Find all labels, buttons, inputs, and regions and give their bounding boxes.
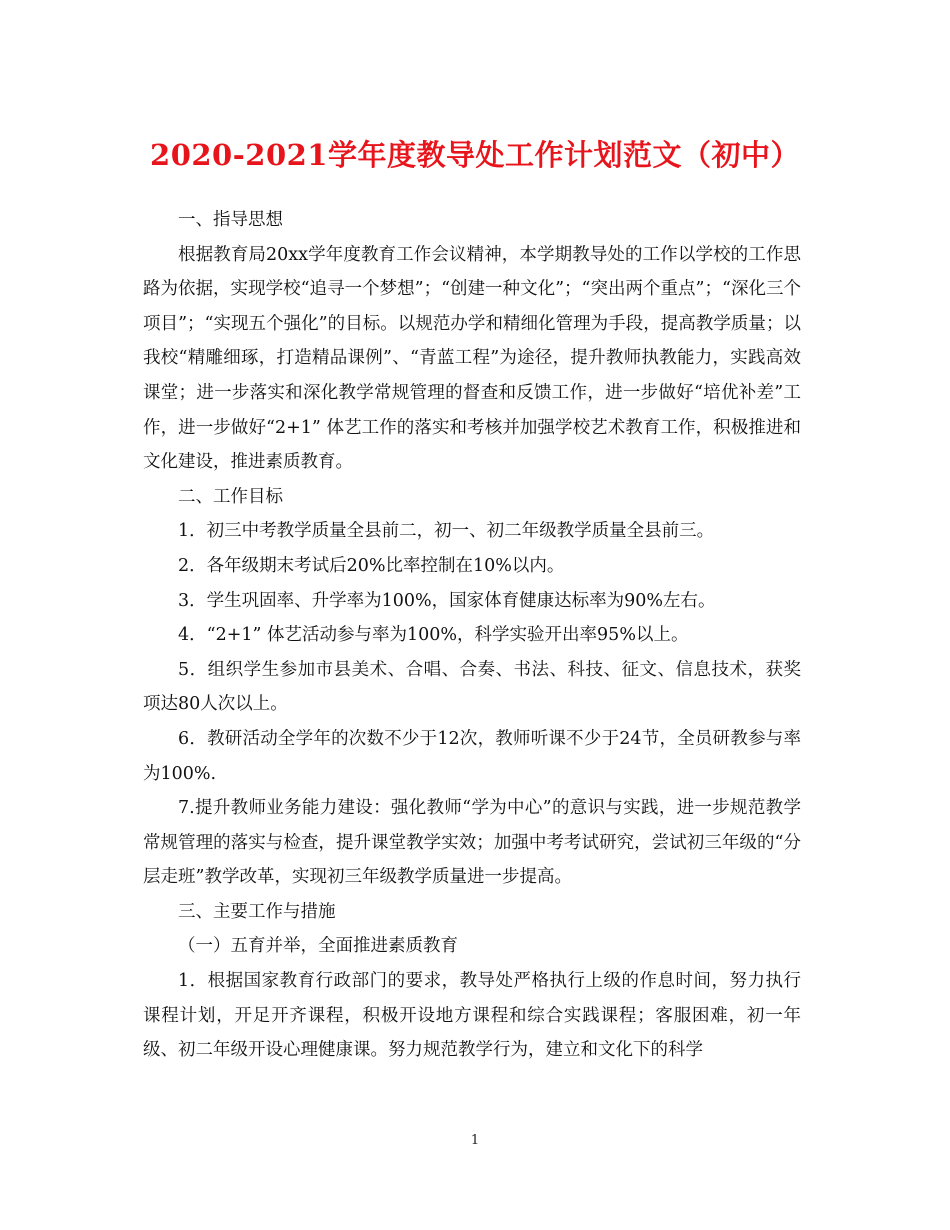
goal-item-3: 3．学生巩固率、升学率为100%，国家体育健康达标率为90%左右。: [178, 590, 716, 611]
page-number: 1: [470, 1133, 480, 1148]
section-heading-work-goals: 二、工作目标: [178, 486, 283, 507]
goal-item-7: 7.提升教师业务能力建设：强化教师“学为中心”的意识与实践，进一步规范教学常规管理的落实与检查，提升课堂教学实效；加强中考考试研究，尝试初三年级的“分层走班”教学改革，实现初三年级教学质量进一步提高。: [143, 798, 801, 888]
section-heading-guiding-thought: 一、指导思想: [178, 210, 283, 230]
subsection-heading-five-education: （一）五育并举，全面推进素质教育: [178, 936, 458, 957]
main-work-item-1: 1．根据国家教育行政部门的要求，教导处严格执行上级的作息时间，努力执行课程计划，开足开齐课程，积极开设地方课程和综合实践课程；客服困难，初一年级、初二年级开设心理健康课。努力规范教学行为，建立和文化下的科学: [143, 971, 801, 1061]
goal-item-1: 1．初三中考教学质量全县前二，初一、初二年级教学质量全县前三。: [178, 521, 715, 542]
section-heading-main-work: 三、主要工作与措施: [178, 901, 336, 922]
document-title: 2020-2021学年度教导处工作计划范文（初中）: [150, 138, 800, 172]
document-body: [143, 203, 801, 1068]
paragraph-guiding-thought: 根据教育局20xx学年度教育工作会议精神，本学期教导处的工作以学校的工作思路为依据，实现学校“追寻一个梦想”；“创建一种文化”；“突出两个重点”；“深化三个项目”；“实现五个强化”的目标。以规范办学和精细化管理为手段，提高教学质量；以我校“精雕细琢，打造精品课例”、“青蓝工程”为途径，提升教师执教能力，实践高效课堂；进一步落实和深化教学常规管理的督查和反馈工作，进一步做好“培优补差”工作，进一步做好“2+1” 体艺工作的落实和考核并加强学校艺术教育工作，积极推进和文化建设，推进素质教育。: [143, 244, 801, 473]
goal-item-4: 4．“2+1” 体艺活动参与率为100%，科学实验开出率95%以上。: [178, 625, 689, 646]
goal-item-6: 6．教研活动全学年的次数不少于12次，教师听课不少于24节，全员研教参与率为100%.: [143, 728, 801, 784]
goal-item-5: 5．组织学生参加市县美术、合唱、合奏、书法、科技、征文、信息技术，获奖项达80人次以上。: [143, 659, 801, 715]
goal-item-2: 2．各年级期末考试后20%比率控制在10%以内。: [178, 555, 565, 576]
